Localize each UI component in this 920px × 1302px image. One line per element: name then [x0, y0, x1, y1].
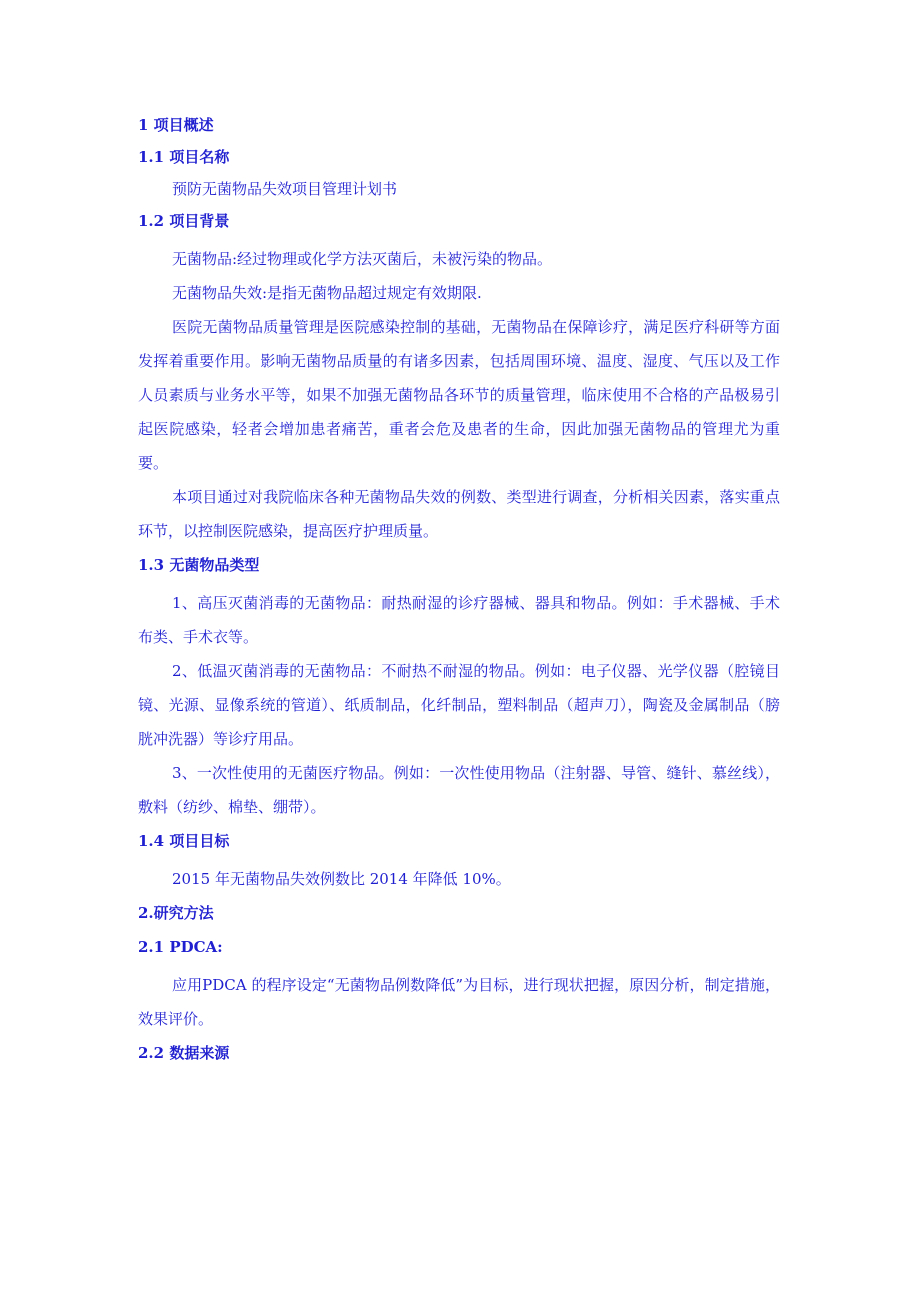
background-paragraph-3: 医院无菌物品质量管理是医院感染控制的基础，无菌物品在保障诊疗，满足医疗科研等方面发挥着重要作用。影响无菌物品质量的有诸多因素，包括周围环境、温度、湿度、气压以及工作人员素质与业务水平等，如果不加强无菌物品各环节的质量管理，临床使用不合格的产品极易引起医院感染，轻者会增加患者痛苦，重者会危及患者的生命，因此加强无菌物品的管理尤为重要。 [138, 318, 780, 472]
background-paragraph-4: 本项目通过对我院临床各种无菌物品失效的例数、类型进行调查，分析相关因素，落实重点环节，以控制医院感染，提高医疗护理质量。 [138, 488, 780, 540]
goal-text: 2015 年无菌物品失效例数比 2014 年降低 10%。 [172, 870, 511, 888]
background-paragraph-2: 无菌物品失效:是指无菌物品超过规定有效期限. [172, 284, 482, 302]
types-paragraph-1: 1、高压灭菌消毒的无菌物品：耐热耐湿的诊疗器械、器具和物品。例如：手术器械、手术布类、手术衣等。 [138, 594, 780, 646]
section-heading-1-2: 1.2 项目背景 [138, 212, 230, 230]
section-heading-2: 2.研究方法 [138, 904, 214, 922]
project-name-text: 预防无菌物品失效项目管理计划书 [172, 180, 398, 198]
types-paragraph-2: 2、低温灭菌消毒的无菌物品：不耐热不耐湿的物品。例如：电子仪器、光学仪器（腔镜目镜、光源、显像系统的管道）、纸质制品，化纤制品，塑料制品（超声刀），陶瓷及金属制品（膀胱冲洗器）等诊疗用品。 [138, 662, 780, 748]
section-heading-1-3: 1.3 无菌物品类型 [138, 556, 260, 574]
section-heading-2-2: 2.2 数据来源 [138, 1044, 230, 1062]
section-heading-2-1: 2.1 PDCA: [138, 938, 223, 956]
background-paragraph-1: 无菌物品:经过物理或化学方法灭菌后，未被污染的物品。 [172, 250, 553, 268]
section-heading-1-1: 1.1 项目名称 [138, 148, 230, 166]
pdca-paragraph: 应用PDCA 的程序设定“无菌物品例数降低”为目标，进行现状把握，原因分析，制定措施，效果评价。 [138, 976, 780, 1028]
section-heading-1-4: 1.4 项目目标 [138, 832, 230, 850]
section-heading-1: 1 项目概述 [138, 116, 214, 134]
document-body [138, 114, 780, 1074]
types-paragraph-3: 3、一次性使用的无菌医疗物品。例如：一次性使用物品（注射器、导管、缝针、慕丝线），敷料（纺纱、棉垫、绷带）。 [138, 764, 780, 816]
